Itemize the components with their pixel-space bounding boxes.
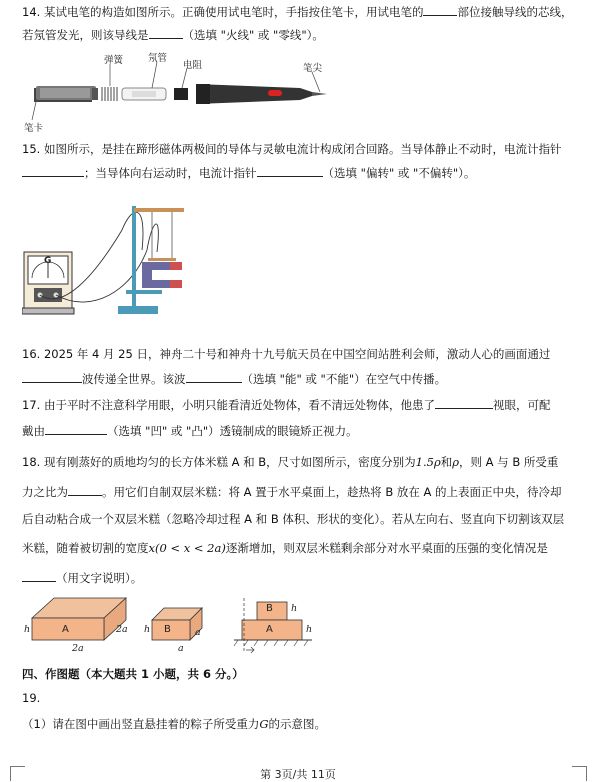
test-pen-figure	[22, 50, 332, 132]
page-footer: 第 3页/共 11页	[260, 768, 336, 781]
q14-line2: 若氖管发光，则该导线是 （选填 "火线" 或 "零线"）。	[22, 28, 324, 42]
label-tip: 笔尖	[303, 63, 323, 74]
q18-line5: （用文字说明）。	[22, 570, 142, 586]
q19-number: 19.	[22, 691, 41, 705]
q18-line4: 米糕，随着被切割的宽度x(0 < x < 2a)逐渐增加，则双层米糕剩余部分对水平桌面的压强的变化情况是	[22, 541, 548, 555]
label-neon: 氖管	[148, 53, 168, 64]
stack-h1: h	[291, 603, 298, 614]
fig-b-h: h	[144, 624, 151, 635]
q18-line3: 后自动粘合成一个双层米糕（忽略冷却过程 A 和 B 体积、形状的变化）。若从左向右、竖直向下切割该双层	[22, 512, 565, 526]
fig-a-h: h	[24, 624, 31, 635]
section-4-title: 四、作图题（本大题共 1 小题，共 6 分。）	[22, 667, 244, 681]
label-resistor: 电阻	[183, 60, 203, 71]
label-clip: 笔卡	[24, 123, 44, 134]
q18-line1: 18. 现有刚蒸好的质地均匀的长方体米糕 A 和 B，尺寸如图所示，密度分别为1.5ρ和ρ，则 A 与 B 所受重	[22, 455, 559, 469]
fig-b-bottom: a	[178, 643, 184, 654]
q16-line2: 波传递全世界。该波 （选填 "能" 或 "不能"）在空气中传播。	[22, 371, 446, 387]
stack-top: B	[266, 603, 273, 614]
q19-sub1: （1）请在图中画出竖直悬挂着的粽子所受重力G的示意图。	[22, 717, 327, 731]
meter-g-label: G	[44, 256, 52, 266]
q17-line1: 17. 由于平时不注意科学用眼，小明只能看清近处物体，看不清远处物体，他患了 视眼，可配	[22, 398, 551, 412]
fig-a-bottom: 2a	[72, 643, 84, 654]
fig-b-side: a	[195, 627, 201, 638]
stack-bottom: A	[266, 624, 273, 635]
q16-line1: 16. 2025 年 4 月 25 日，神舟二十号和神舟十九号航天员在中国空间站胜利会师，激动人心的画面通过	[22, 347, 551, 361]
q17-line2: 戴由 （选填 "凹" 或 "凸"）透镜制成的眼镜矫正视力。	[22, 424, 358, 438]
label-spring: 弹簧	[104, 55, 124, 66]
q18-line2: 力之比为 。用它们自制双层米糕：将 A 置于水平桌面上，趁热将 B 放在 A 的上表面正中央，待冷却	[22, 485, 562, 499]
fig-a-name: A	[62, 624, 69, 635]
fig-a-side: 2a	[116, 624, 128, 635]
fig-b-name: B	[164, 624, 171, 635]
q14-line1: 14. 某试电笔的构造如图所示。正确使用试电笔时，手指按住笔卡，用试电笔的 部位接触导线的芯线，	[22, 5, 573, 19]
stack-h2: h	[306, 624, 313, 635]
q15-line1: 15. 如图所示，是挂在蹄形磁体两极间的导体与灵敏电流计构成闭合回路。当导体静止不动时，电流计指针	[22, 142, 562, 156]
q15-line2: ；当导体向右运动时，电流计指针 （选填 "偏转" 或 "不偏转"）。	[22, 165, 475, 181]
